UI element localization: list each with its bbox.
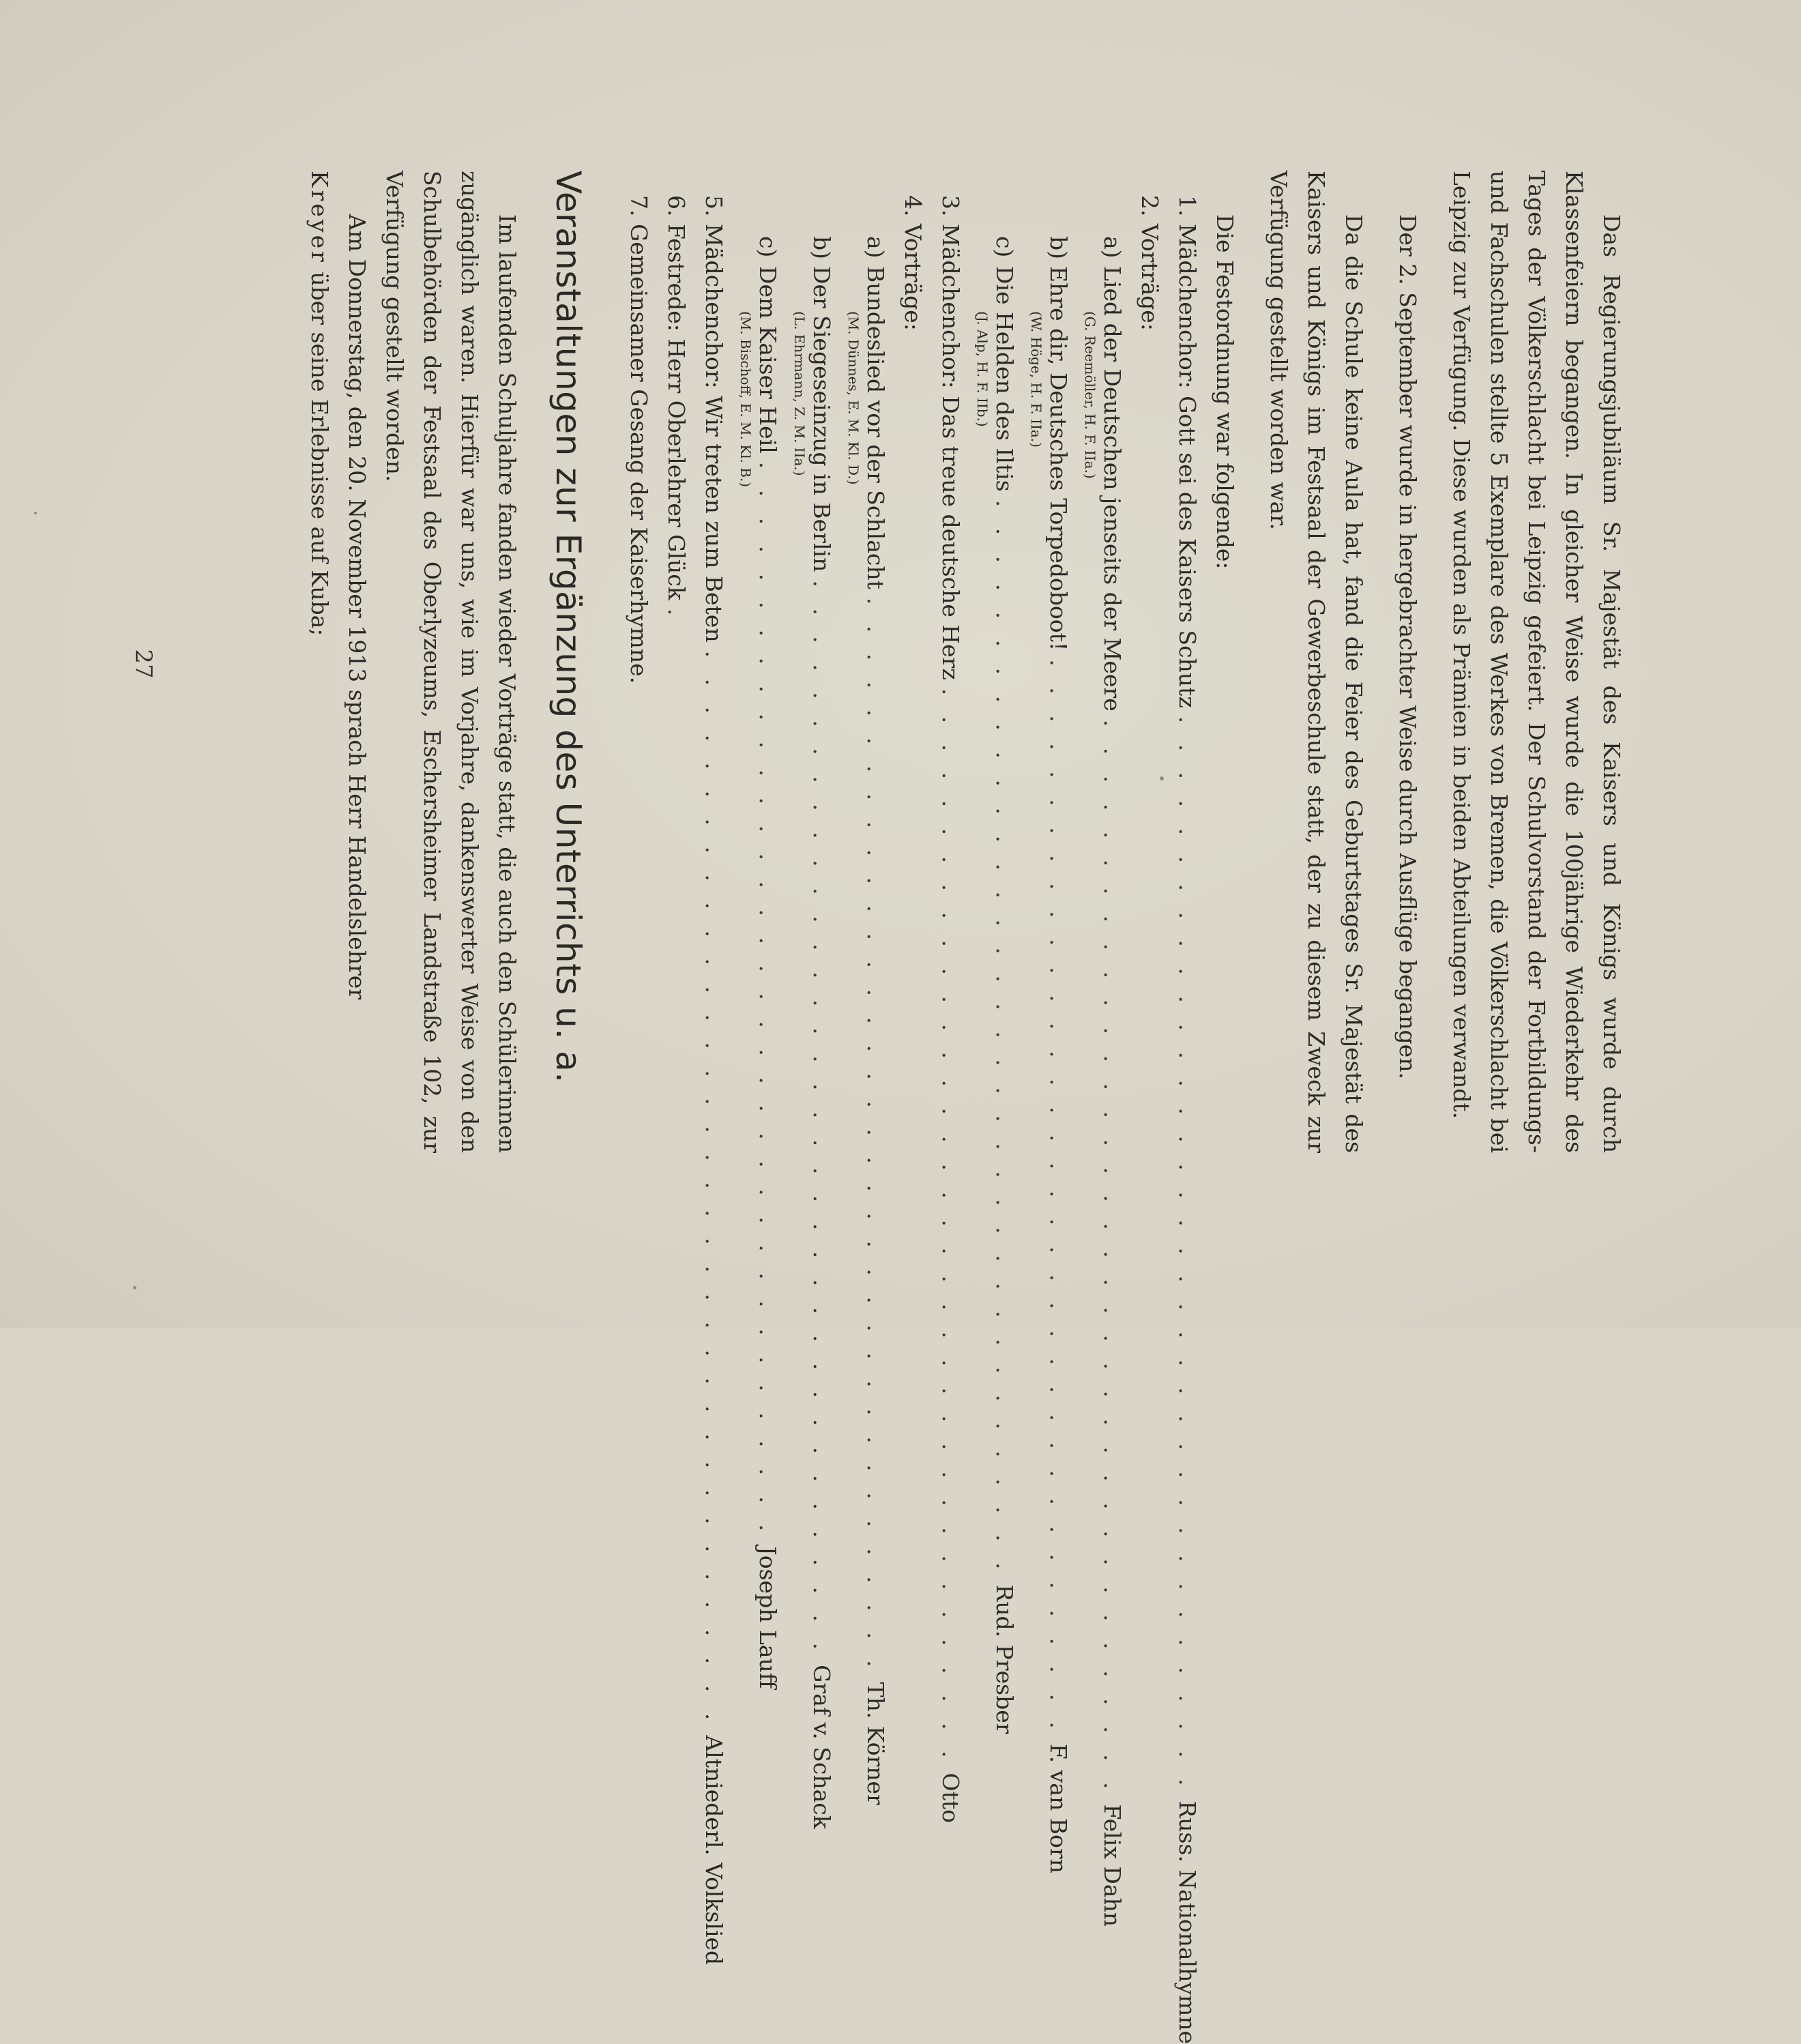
dot-leader: . . . . . . . . . . . . . . . . . . . . . . . . . . . . . . . . . . . . . . . bbox=[991, 499, 1018, 1577]
program-item-number: 7. bbox=[626, 195, 652, 217]
program-item-author: Felix Dahn bbox=[1099, 1804, 1126, 1927]
program-item-2a bbox=[1094, 195, 1131, 1927]
program-item-2 bbox=[1131, 195, 1169, 1153]
program-item-author: Otto bbox=[937, 1772, 964, 1823]
intro-paragraph-jubilee: Das Regierungsjubiläum Sr. Majestät des Kaisers und Königs wurde durch Klassenfeiern begangen. In gleicher Weise wurde die 100jährige Wiederkehr des Tages der Völkerschlacht bei Leipzig gefeiert. Der Schulvorstand der Fortbildungs- und Fachschulen stellte 5 Exemplare des Werkes von Bremen, die Völkerschlacht bei Leipzig zur Verfügung. Diese wurden als Prämien in beiden Abteilungen verwandt. bbox=[1448, 171, 1625, 1153]
festival-program bbox=[620, 195, 1206, 2044]
program-item-author: Altniederl. Volkslied bbox=[701, 1735, 727, 1966]
program-item-author: Rud. Presber bbox=[991, 1584, 1018, 1734]
program-item-author: F. van Born bbox=[1045, 1743, 1072, 1873]
program-item-number: 6. bbox=[663, 195, 690, 217]
program-item-title: Vorträge: bbox=[900, 224, 926, 331]
program-item-6 bbox=[658, 195, 695, 1153]
section-heading: Veranstaltungen zur Ergänzung des Unterrichts u. a. bbox=[548, 171, 588, 1083]
program-item-title: Vorträge: bbox=[1137, 224, 1163, 331]
dot-leader: . . . . . . . . . . . . . . . . . . . . . . . . . . . . . . . . . . . . . . . bbox=[1174, 716, 1201, 1793]
program-item-number: 3. bbox=[937, 195, 964, 217]
program-item-3 bbox=[932, 195, 969, 1823]
performer-credit: (G. Reemöller, H. F. IIa.) bbox=[1082, 311, 1098, 479]
dot-leader: . . . . . . . . . . . . . . . . . . . . . . . . . . . . . . . . . . . . . . . bbox=[808, 580, 835, 1657]
lecture-topic-text: über seine Erlebnisse auf Kuba; bbox=[306, 264, 333, 637]
program-item-title: Mädchenchor: Gott sei des Kaisers Schutz bbox=[1174, 224, 1201, 708]
spacer bbox=[1426, 171, 1443, 1153]
text-column bbox=[301, 171, 1630, 2044]
program-item-title: Der Siegeseinzug in Berlin bbox=[808, 266, 835, 572]
program-subitem-letter: c) bbox=[991, 236, 1018, 258]
intro-paragraph-birthday: Da die Schule keine Aula hat, fand die Feier des Geburtstages Sr. Majestät des Kaisers und Königs im Festsaal der Gewerbeschule statt, der zu diesem Zweck zur Verfügung gestellt worden war. bbox=[1265, 171, 1367, 1153]
program-item-author: Graf v. Schack bbox=[808, 1665, 835, 1829]
program-subitem-letter: a) bbox=[1099, 236, 1126, 259]
performer-credit: (M. Bischoff, E. M. Kl. B.) bbox=[737, 311, 754, 488]
spacer bbox=[1373, 171, 1389, 1153]
program-subitem-letter: c) bbox=[755, 236, 781, 258]
program-item-title: Mädchenchor: Wir treten zum Beten bbox=[701, 224, 727, 643]
program-item-4b bbox=[803, 195, 840, 1829]
program-subitem-letter: b) bbox=[808, 236, 835, 259]
lecture-date-text: Am Donnerstag, den 20. November 1913 sprach Herr Handelslehrer bbox=[344, 214, 370, 1000]
speaker-name: Kreyer bbox=[306, 171, 333, 265]
program-item-7 bbox=[620, 195, 658, 1153]
program-item-title: Ehre dir, Deutsches Torpedoboot! bbox=[1045, 266, 1072, 652]
program-item-author: Russ. Nationalhymne bbox=[1174, 1800, 1201, 2044]
performer-credit: (W. Höge, H. F. IIa.) bbox=[1028, 311, 1044, 448]
program-item-author: Th. Körner bbox=[862, 1682, 889, 1805]
program-item-4 bbox=[894, 195, 932, 1153]
page-number: 27 bbox=[130, 649, 157, 679]
program-item-title: Dem Kaiser Heil bbox=[755, 266, 781, 454]
program-subitem-letter: b) bbox=[1045, 236, 1072, 259]
program-item-number: 5. bbox=[701, 195, 727, 217]
dot-leader: . . . . . . . . . . . . . . . . . . . . . . . . . . . . . . . . . . . . . . . bbox=[701, 650, 727, 1727]
dot-leader: . . . . . . . . . . . . . . . . . . . . . . . . . . . . . . . . . . . . . . . bbox=[1099, 719, 1126, 1796]
program-item-1 bbox=[1169, 195, 1206, 2044]
dot-leader: . bbox=[663, 608, 690, 623]
section-paragraph-lectures: Im laufenden Schuljahre fanden wieder Vorträge statt, die auch den Schülerinnen zugänglich waren. Hierfür war uns, wie im Vorjahre, dankenswerter Weise von den Schulbehörden der Festsaal des Oberlyzeums, Eschersheimer Landstraße 102, zur Verfügung gestellt worden. bbox=[381, 171, 521, 1153]
program-item-number: 1. bbox=[1174, 195, 1201, 217]
program-item-2c bbox=[986, 195, 1023, 1734]
program-item-5 bbox=[695, 195, 733, 1966]
program-item-number: 2. bbox=[1137, 195, 1163, 217]
dot-leader: . . . . . . . . . . . . . . . . . . . . . . . . . . . . . . . . . . . . . . . bbox=[755, 461, 781, 1538]
performer-credit: (L. Ehrmann, Z. M. IIa.) bbox=[791, 311, 808, 476]
program-item-title: Bundeslied vor der Schlacht bbox=[862, 266, 889, 589]
performer-credit: (M. Dünnes, E. M. Kl. D.) bbox=[845, 311, 862, 485]
intro-paragraph-september: Der 2. September wurde in hergebrachter Weise durch Ausflüge begangen. bbox=[1394, 214, 1421, 1079]
section-paragraph-lecture-date bbox=[301, 171, 376, 1153]
program-item-4a bbox=[857, 195, 894, 1805]
spacer bbox=[1244, 171, 1260, 1153]
program-item-title: Lied der Deutschen jenseits der Meere bbox=[1099, 266, 1126, 712]
dot-leader: . . . . . . . . . . . . . . . . . . . . . . . . . . . . . . . . . . . . . . . bbox=[937, 688, 964, 1765]
program-item-title: Festrede: Herr Oberlehrer Glück bbox=[663, 224, 690, 600]
program-item-title: Gemeinsamer Gesang der Kaiserhymne. bbox=[626, 224, 652, 684]
program-item-2b bbox=[1040, 195, 1077, 1873]
program-subitem-letter: a) bbox=[862, 236, 889, 259]
program-item-title: Mädchenchor: Das treue deutsche Herz bbox=[937, 224, 964, 680]
program-item-title: Die Helden des Iltis bbox=[991, 266, 1018, 492]
program-item-number: 4. bbox=[900, 195, 926, 217]
intro-paragraph-program-intro: Die Festordnung war folgende: bbox=[1212, 214, 1238, 570]
performer-credit: (J. Alp, H. F. IIb.) bbox=[974, 311, 991, 427]
program-item-4c bbox=[749, 195, 787, 1689]
dot-leader: . . . . . . . . . . . . . . . . . . . . . . . . . . . . . . . . . . . . . . . bbox=[1045, 659, 1072, 1736]
dot-leader: . . . . . . . . . . . . . . . . . . . . . . . . . . . . . . . . . . . . . . . bbox=[862, 597, 889, 1674]
program-item-author: Joseph Lauff bbox=[755, 1546, 781, 1689]
